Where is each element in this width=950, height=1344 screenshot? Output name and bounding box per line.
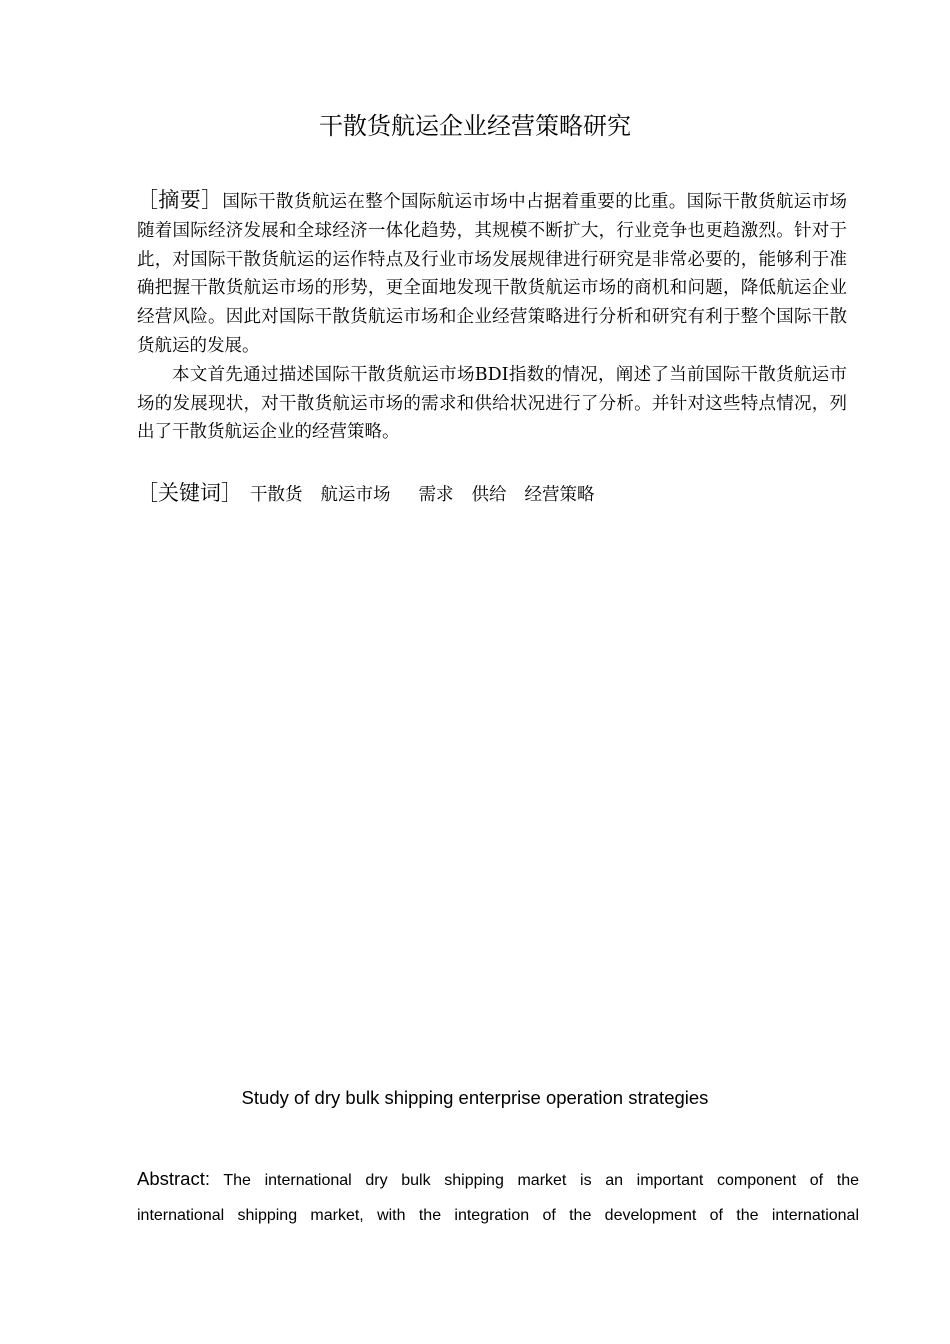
keyword-item: 需求 [418, 485, 454, 505]
keyword-item: 干散货 [250, 485, 303, 505]
chinese-abstract-text-1: 国际干散货航运在整个国际航运市场中占据着重要的比重。国际干散货航运市场随着国际经济发展和全球经济一体化趋势，其规模不断扩大，行业竞争也更趋激烈。针对于此，对国际干散货航运的运作特点及行业市场发展规律进行研究是非常必要的，能够利于准确把握干散货航运市场的形势，更全面地发现干散货航运市场的商机和问题，降低航运企业经营风险。因此对国际干散货航运市场和企业经营策略进行分析和研究有利于整个国际干散货航运的发展。 [137, 192, 847, 356]
chinese-abstract-paragraph-1 [137, 186, 847, 361]
english-abstract [137, 1160, 859, 1234]
keyword-item: 经营策略 [524, 485, 595, 505]
chinese-abstract-paragraph-2: 本文首先通过描述国际干散货航运市场BDI指数的情况，阐述了当前国际干散货航运市场的发展现状，对干散货航运市场的需求和供给状况进行了分析。并针对这些特点情况，列出了干散货航运企业的经营策略。 [137, 364, 847, 443]
english-abstract-label: Abstract: [137, 1168, 210, 1189]
english-title: Study of dry bulk shipping enterprise operation strategies [241, 1087, 709, 1108]
english-abstract-text-1: The international dry bulk shipping market is an important component of the [223, 1172, 860, 1189]
chinese-keywords-label: ［关键词］ [137, 481, 242, 505]
keyword-item: 供给 [471, 485, 507, 505]
chinese-abstract-label: ［摘要］ [137, 188, 223, 212]
english-abstract-line-2: international shipping market, with the integration of the development of the international [137, 1207, 859, 1224]
chinese-keywords [137, 478, 847, 510]
chinese-abstract [137, 186, 847, 447]
keyword-item: 航运市场 [320, 485, 391, 505]
chinese-title: 干散货航运企业经营策略研究 [319, 112, 631, 140]
english-abstract-line-1 [137, 1160, 859, 1197]
